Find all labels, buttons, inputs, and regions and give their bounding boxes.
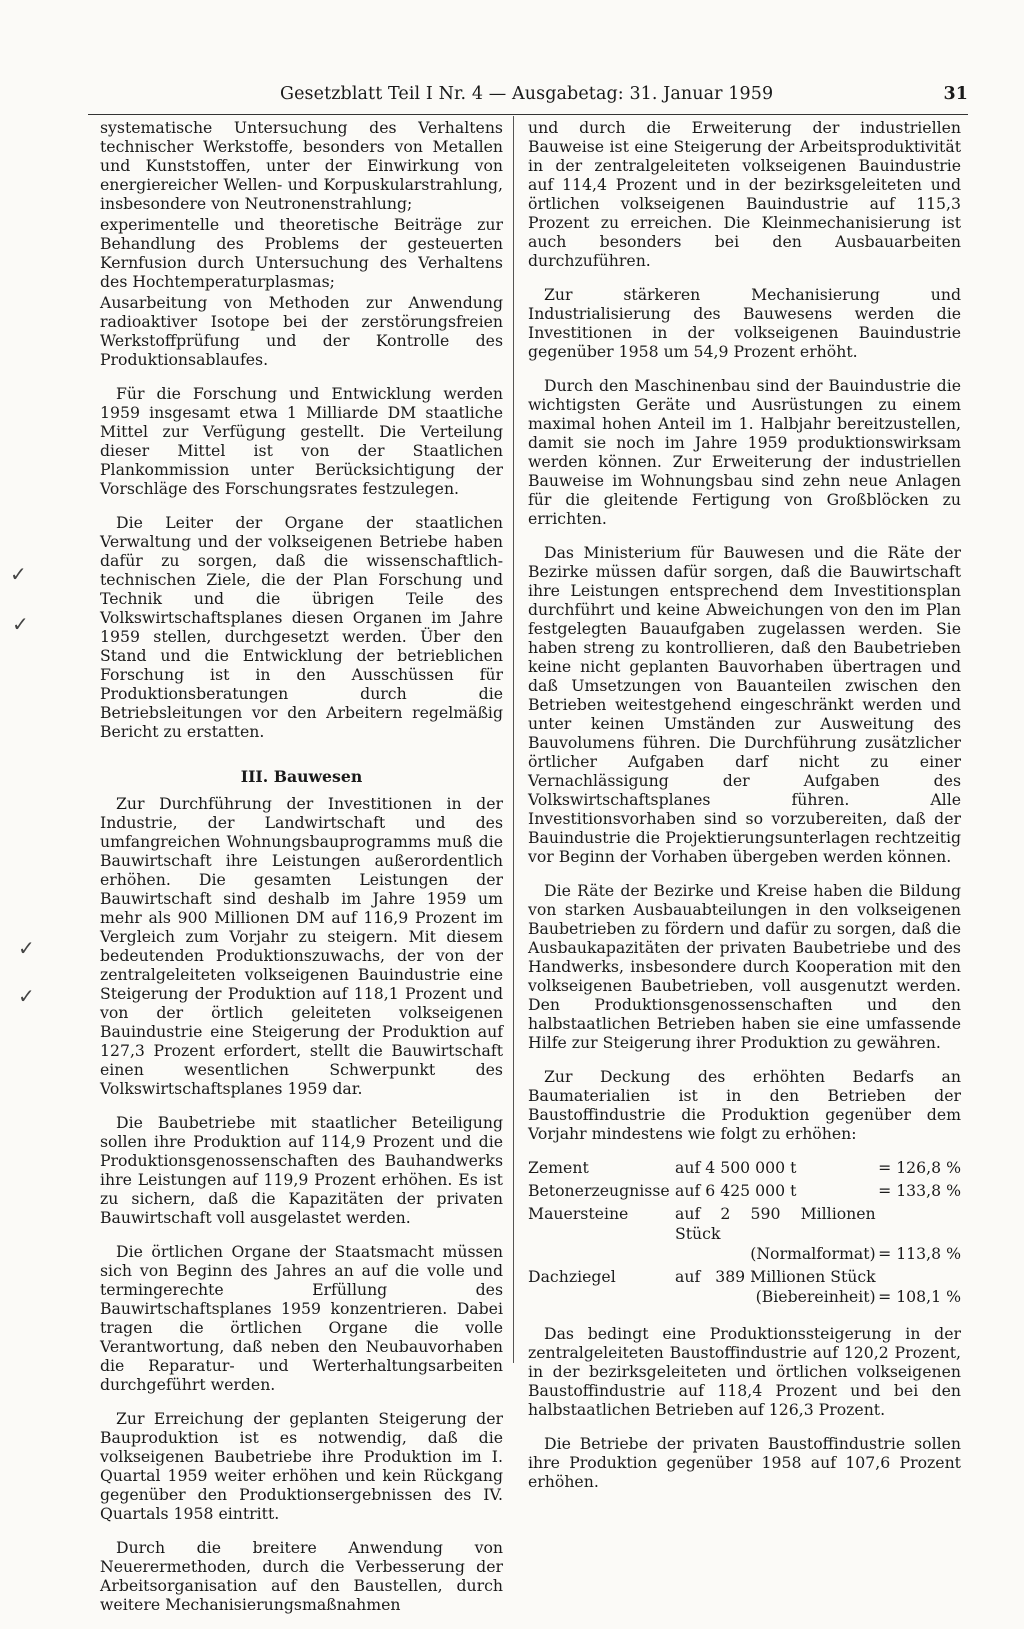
paragraph: Zur Erreichung der geplanten Steigerung der Bauproduktion ist es notwendig, daß die volkseigenen Baubetriebe ihre Produktion im I. Quartal 1959 weiter erhöhen und kein Rückgang gegenüber den Produktionsergebnissen des IV. Quartals 1958 eintritt. [100,1409,503,1523]
material-name: Dachziegel [528,1267,616,1286]
paragraph: Zur Durchführung der Investitionen in der Industrie, der Landwirtschaft und des umfangreichen Wohnungsbauprogramms muß die Bauwirtschaft ihre Leistungen außerordentlich erhöhen. Die gesamten Leistungen der Bauwirtschaft sind deshalb im Jahre 1959 um mehr als 900 Millionen DM auf 116,9 Prozent im Vergleich zum Vorjahr zu steigern. Mit diesem bedeutenden Produktionszuwachs, der von der zentralgeleiteten volkseigenen Bauindustrie eine Steigerung der Produktion auf 118,1 Prozent und von der örtlich geleiteten volkseigenen Bauindustrie eine Steigerung der Produktion auf 127,3 Prozent erfordert, stellt die Bauwirtschaft einen wesentlichen Schwerpunkt des Volkswirtschaftsplanes 1959 dar. [100,794,503,1098]
material-unit-note: (Normalformat) [750,1244,876,1263]
material-amount: auf 2 590 Millionen Stück [675,1204,876,1243]
table-row [528,1178,961,1201]
paragraph: Das Ministerium für Bauwesen und die Räte der Bezirke müssen dafür sorgen, daß die Bauwirtschaft ihre Leistungen entsprechend dem Investitionsplan durchführt und keine Abweichungen von den im Plan festgelegten Bauaufgaben zugelassen werden. Sie haben streng zu kontrollieren, daß den Baubetrieben keine nicht geplanten Bauvorhaben übertragen und daß Umsetzungen von Bauanteilen zwischen den Betrieben weitestgehend eingeschränkt werden und unter keinen Umständen zur Ausweitung des Bauvolumens führen. Die Durchführung zusätzlicher örtlicher Aufgaben darf nicht zu einer Vernachlässigung der Aufgaben des Volkswirtschaftsplanes führen. Alle Investitionsvorhaben sind so vorzubereiten, daß der Bauindustrie die Projektierungsunterlagen rechtzeitig vor Beginn der Vorhaben übergeben werden können. [528,543,961,866]
paragraph: Die Baubetriebe mit staatlicher Beteiligung sollen ihre Produktion auf 114,9 Prozent und die Produktionsgenossenschaften des Bauhandwerks ihre Leistungen auf 119,9 Prozent erhöhen. Es ist zu sichern, daß die Kapazitäten der privaten Bauwirtschaft voll ausgelastet werden. [100,1113,503,1227]
material-name: Zement [528,1158,589,1177]
material-percent: = 126,8 % [878,1158,961,1177]
list-item: experimentelle und theoretische Beiträge zur Behandlung des Problems der gesteuerten Kernfusion durch Untersuchung des Verhaltens des Hochtemperaturplasmas; [100,215,503,291]
header-rule [88,114,968,115]
column-divider [513,116,514,1363]
material-percent: = 108,1 % [878,1287,961,1306]
paragraph: Die Leiter der Organe der staatlichen Verwaltung und der volkseigenen Betriebe haben dafür zu sorgen, daß die wissenschaftlich-technischen Ziele, die der Plan Forschung und Technik und die übrigen Teile des Volkswirtschaftsplanes diesen Organen im Jahre 1959 stellen, durchgesetzt werden. Über den Stand und die Entwicklung der betrieblichen Forschung ist in den Ausschüssen für Produktionsberatungen durch die Betriebsleitungen vor den Arbeitern regelmäßig Bericht zu erstatten. [100,513,503,741]
section-heading: III. Bauwesen [240,767,363,786]
paragraph: Durch den Maschinenbau sind der Bauindustrie die wichtigsten Geräte und Ausrüstungen zu einem maximal hohen Anteil im 1. Halbjahr bereitzustellen, damit sie noch im Jahre 1959 produktionswirksam werden können. Zur Erweiterung der industriellen Bauweise im Wohnungsbau sind zehn neue Anlagen für die gleitende Fertigung von Großblöcken zu errichten. [528,376,961,528]
page-number: 31 [943,84,968,104]
table-row [528,1264,961,1307]
list-item: systematische Untersuchung des Verhaltens technischer Werkstoffe, besonders von Metallen und Kunststoffen, unter der Einwirkung von energiereicher Wellen- und Korpuskularstrahlung, insbesondere von Neutronenstrahlung; [100,118,503,213]
material-percent: = 113,8 % [878,1244,961,1263]
margin-check-mark: ✓ [18,936,35,960]
material-name: Betonerzeugnisse [528,1181,670,1200]
material-amount: auf 6 425 000 t [675,1181,797,1200]
right-column [528,118,961,1506]
materials-table [528,1158,961,1307]
material-amount: auf 4 500 000 t [675,1158,797,1177]
left-column [100,118,503,1629]
material-amount: auf 389 Millionen Stück [675,1267,876,1286]
material-name: Mauersteine [528,1204,629,1223]
material-unit-note: (Biebereinheit) [755,1287,876,1306]
margin-check-mark: ✓ [10,562,27,586]
paragraph: Zur Deckung des erhöhten Bedarfs an Baumaterialien ist in den Betrieben der Baustoffindustrie die Produktion gegenüber dem Vorjahr mindestens wie folgt zu erhöhen: [528,1067,961,1143]
paragraph: Die Räte der Bezirke und Kreise haben die Bildung von starken Ausbauabteilungen in den volkseigenen Baubetrieben zu fördern und dafür zu sorgen, daß die Ausbaukapazitäten der privaten Baubetriebe und des Handwerks, insbesondere durch Kooperation mit den volkseigenen Baubetrieben, voll ausgenutzt werden. Den Produktionsgenossenschaften und den halbstaatlichen Betrieben haben sie eine umfassende Hilfe zur Steigerung ihrer Produktion zu gewähren. [528,881,961,1052]
paragraph: Die örtlichen Organe der Staatsmacht müssen sich von Beginn des Jahres an auf die volle und termingerechte Erfüllung des Bauwirtschaftsplanes 1959 konzentrieren. Dabei tragen die örtlichen Organe die volle Verantwortung, daß neben den Neubauvorhaben die Reparatur- und Werterhaltungsarbeiten durchgeführt werden. [100,1242,503,1394]
margin-check-mark: ✓ [18,984,35,1008]
page-header [80,84,968,110]
paragraph: Durch die breitere Anwendung von Neuerermethoden, durch die Verbesserung der Arbeitsorganisation auf den Baustellen, durch weitere Mechanisierungsmaßnahmen [100,1538,503,1614]
header-title: Gesetzblatt Teil I Nr. 4 — Ausgabetag: 31. Januar 1959 [280,84,774,104]
paragraph: und durch die Erweiterung der industriellen Bauweise ist eine Steigerung der Arbeitsproduktivität in der zentralgeleiteten volkseigenen Bauindustrie auf 114,4 Prozent und in der bezirksgeleiteten und örtlichen volkseigenen Bauindustrie auf 115,3 Prozent zu erreichen. Die Kleinmechanisierung ist auch besonders bei den Ausbauarbeiten durchzuführen. [528,118,961,270]
material-percent: = 133,8 % [878,1181,961,1200]
paragraph: Das bedingt eine Produktionssteigerung in der zentralgeleiteten Baustoffindustrie auf 120,2 Prozent, in der bezirksgeleiteten und örtlichen volkseigenen Baustoffindustrie auf 118,4 Prozent und bei den halbstaatlichen Betrieben auf 126,3 Prozent. [528,1324,961,1419]
table-row [528,1201,961,1264]
list-item: Ausarbeitung von Methoden zur Anwendung radioaktiver Isotope bei der zerstörungsfreien Werkstoffprüfung und der Kontrolle des Produktionsablaufes. [100,293,503,369]
paragraph: Zur stärkeren Mechanisierung und Industrialisierung des Bauwesens werden die Investitionen in der volkseigenen Bauindustrie gegenüber 1958 um 54,9 Prozent erhöht. [528,285,961,361]
paragraph: Für die Forschung und Entwicklung werden 1959 insgesamt etwa 1 Milliarde DM staatliche Mittel zur Verfügung gestellt. Die Verteilung dieser Mittel ist von der Staatlichen Plankommission unter Berücksichtigung der Vorschläge des Forschungsrates festzulegen. [100,384,503,498]
margin-check-mark: ✓ [12,612,29,636]
table-row [528,1158,961,1178]
paragraph: Die Betriebe der privaten Baustoffindustrie sollen ihre Produktion gegenüber 1958 auf 107,6 Prozent erhöhen. [528,1434,961,1491]
